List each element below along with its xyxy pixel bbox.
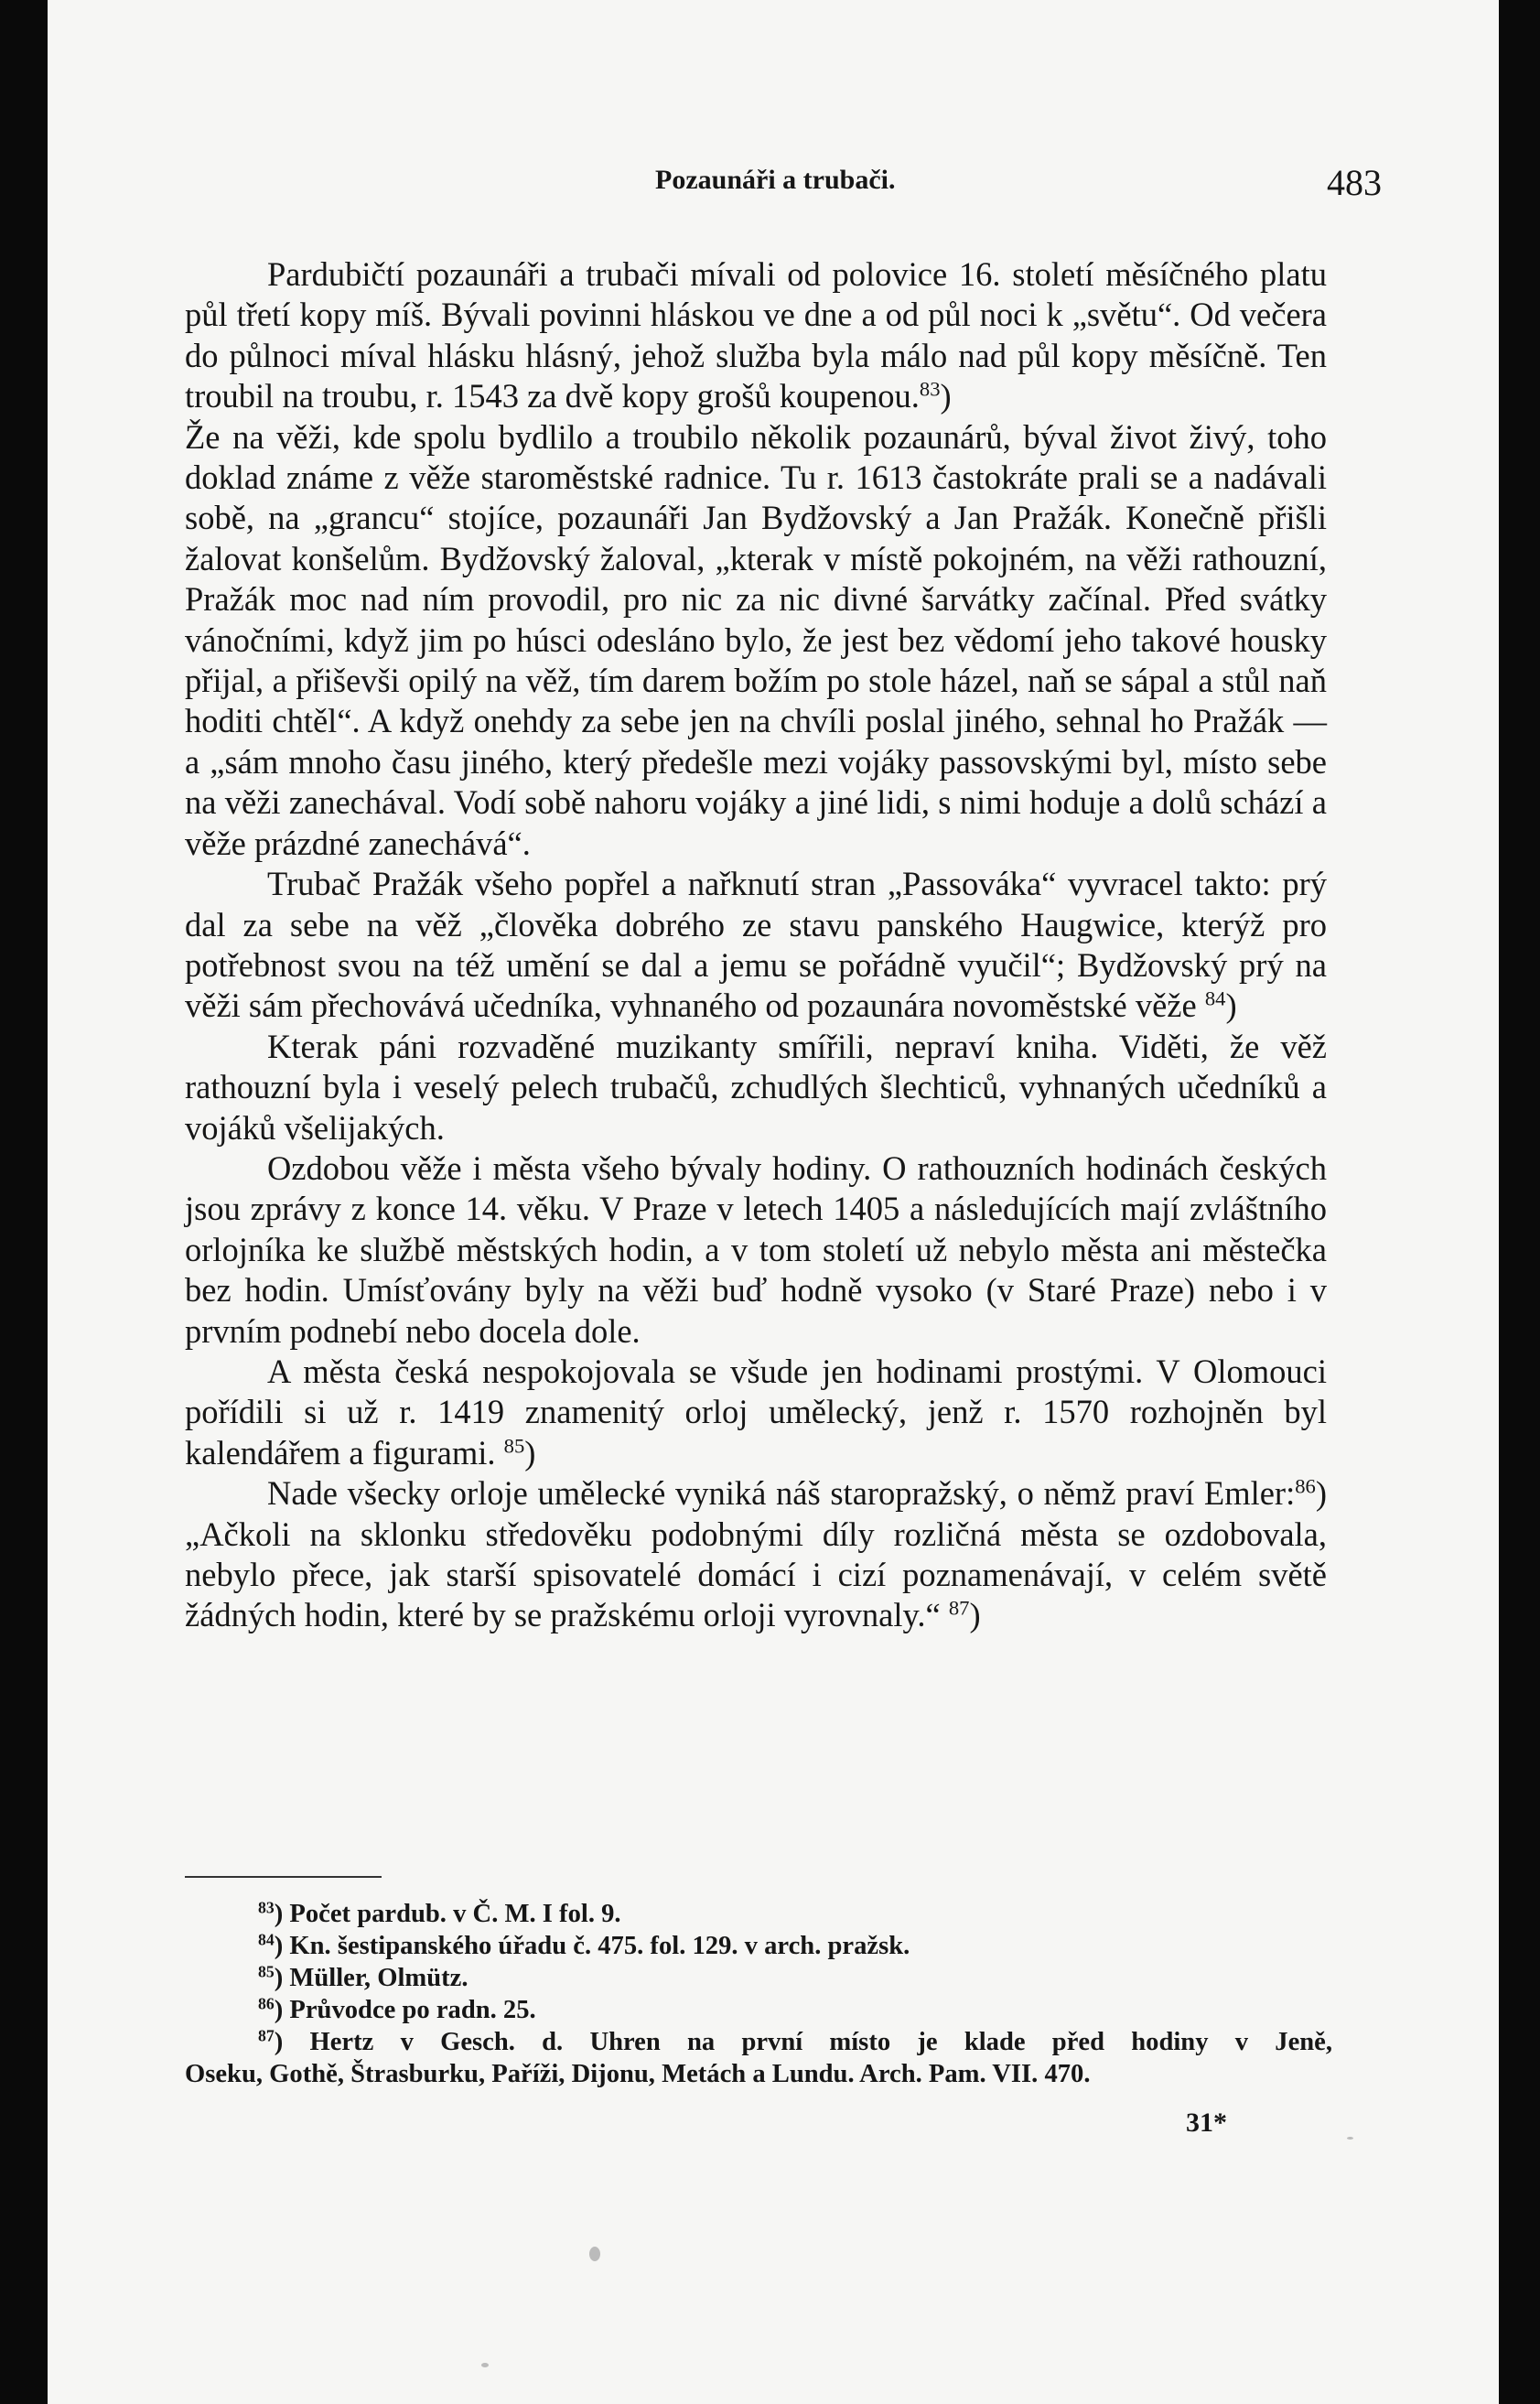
footnotes: [185, 1898, 1332, 2090]
footnote: $^{87}$) Hertz v Gesch. d. Uhren na první místo je klade před hodiny v Jeně,: [258, 2026, 1332, 2056]
footnote: $^{86}$) Průvodce po radn. 25.: [258, 1994, 536, 2024]
footnote-continuation: Oseku, Gothě, Štrasburku, Paříži, Dijonu, Metách a Lundu. Arch. Pam. VII. 470.: [185, 2060, 1091, 2088]
footnote: $^{85}$) Müller, Olmütz.: [258, 1962, 468, 1992]
running-title: Pozaunáři a trubači.: [655, 165, 896, 195]
paragraph: Pardubičtí pozaunáři a trubači mívali od polovice 16. století měsíčného platu půl třetí kopy míš. Bývali povinni hláskou ve dne a od půl noci k „světu“. Od večera do půlnoci míval hlásku hlásný, jehož služba byla málo nad půl kopy měsíčně. Ten troubil na troubu, r. 1543 za dvě kopy grošů koupenou.$^{83}$): [185, 255, 1327, 415]
paragraph: Ozdobou věže i města všeho bývaly hodiny. O rathouzních hodinách českých jsou zprávy z konce 14. věku. V Praze v letech 1405 a následujících mají zvláštního orlojníka ke službě městských hodin, a v tom století už nebylo města ani městečka bez hodin. Umísťovány byly na věži buď hodně vysoko (v Staré Praze) nebo i v prvním podnebí nebo docela dole.: [185, 1148, 1327, 1350]
footnote-ref[interactable]: 85: [503, 1434, 525, 1458]
page-number: 483: [1327, 162, 1382, 203]
footnote-ref[interactable]: 83: [919, 377, 941, 401]
scan-speck: [481, 2363, 489, 2367]
footnote-ref[interactable]: 87: [948, 1596, 970, 1620]
paragraph: Trubač Pražák všeho popřel a nařknutí stran „Passováka“ vyvracel takto: prý dal za sebe na věž „člověka dobrého ze stavu panského Haugwice, kterýž pro potřebnost svou na též umění se dal a jemu se pořádně vyučil“; Bydžovský prý na věži sám přechovává učedníka, vyhnaného od pozaunára novoměstské věže $^{84}$): [185, 865, 1327, 1025]
footnote: $^{83}$) Počet pardub. v Č. M. I fol. 9.: [258, 1898, 621, 1928]
footnote: $^{84}$) Kn. šestipanského úřadu č. 475. fol. 129. v arch. pražsk.: [258, 1930, 910, 1960]
signature-mark: 31*: [1186, 2108, 1227, 2138]
paragraph: Nade všecky orloje umělecké vyniká náš staropražský, o němž praví Emler:$^{86}$) „Ačkoli na sklonku středověku podobnými díly rozličná města se ozdobovala, nebylo přece, jak starší spisovatelé domácí i cizí poznamenávají, v celém světě žádných hodin, které by se pražskému orloji vyrovnaly.“ $^{87}$): [185, 1474, 1327, 1634]
paragraph: A města česká nespokojovala se všude jen hodinami prostými. V Olomouci pořídili si už r. 1419 znamenitý orloj umělecký, jenž r. 1570 rozhojněn byl kalendářem a figurami. $^{85}$): [185, 1352, 1327, 1472]
footnote-rule: [185, 1876, 382, 1878]
page-header: [608, 157, 1382, 203]
scan-speck: [1347, 2137, 1353, 2140]
paragraph: Kterak páni rozvaděné muzikanty smířili, nepraví kniha. Viděti, že věž rathouzní byla i veselý pelech trubačů, zchudlých šlechticů, vyhnaných učedníků a vojáků všelijakých.: [185, 1027, 1327, 1147]
footnote-ref[interactable]: 84: [1204, 986, 1226, 1010]
body-text: [185, 254, 1327, 1636]
footnote-ref[interactable]: 86: [1295, 1474, 1316, 1498]
scan-speck: [589, 2247, 600, 2261]
paragraph: Že na věži, kde spolu bydlilo a troubilo několik pozaunárů, býval život živý, toho doklad známe z věže staroměstské radnice. Tu r. 1613 častokráte prali se a nadávali sobě, na „grancu“ stojíce, pozaunáři Jan Bydžovský a Jan Pražák. Konečně přišli žalovat konšelům. Bydžovský žaloval, „kterak v místě pokojném, na věži rathouzní, Pražák moc nad ním provodil, pro nic za nic divné šarvátky začínal. Před svátky vánočními, když jim po húsci odesláno bylo, že jest bez vědomí jeho takové housky přijal, a přiševši opilý na věž, tím darem božím po stole házel, naň se sápal a stůl naň hoditi chtěl“. A když onehdy za sebe jen na chvíli poslal jiného, sehnal ho Pražák — a „sám mnoho času jiného, který předešle mezi vojáky passovskými byl, místo sebe na věži zanechával. Vodí sobě nahoru vojáky a jiné lidi, s nimi hoduje a dolů schází a věže prázdné zanechává“.: [185, 417, 1327, 862]
